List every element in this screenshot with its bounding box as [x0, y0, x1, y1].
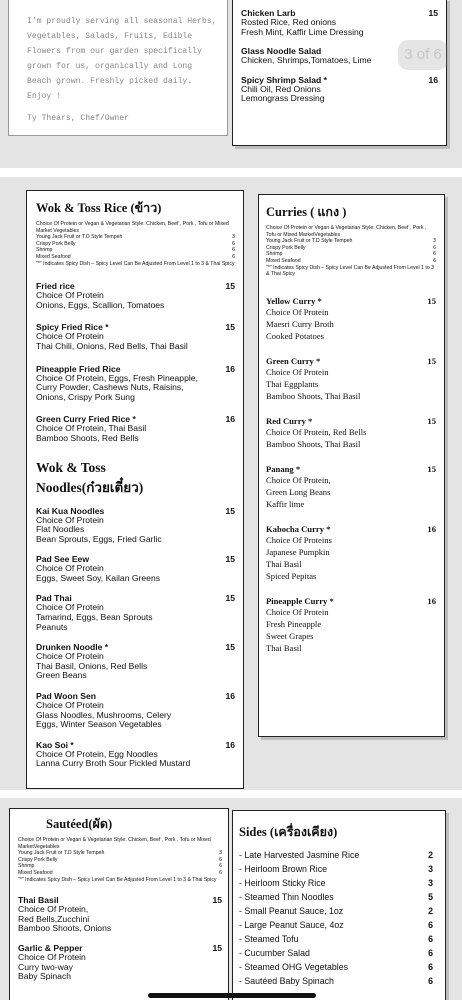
item-price: 15	[427, 415, 436, 426]
item-desc-line: Choice Of Proteins	[266, 534, 332, 545]
note-row-price: 6	[232, 253, 235, 260]
item-desc-line: Cooked Potatoes	[266, 330, 325, 341]
note-row-price: 3	[232, 234, 235, 241]
side-item-price: 6	[428, 934, 433, 944]
note-spicy: "*" Indicates Spicy Dish – Spicy Level Can Be Adjusted From Level 1 to 3 & Thai Spicy	[36, 260, 235, 267]
item-desc-line: Eggs, Sweet Soy, Kailan Greens	[36, 572, 161, 583]
note-row-label: Shrimp	[266, 251, 283, 258]
item-name: Green Curry Fried Rice *	[36, 414, 136, 425]
menu-item	[18, 895, 222, 934]
side-item	[239, 904, 439, 918]
wok-panel	[26, 190, 244, 789]
menu-item	[241, 8, 438, 37]
item-desc-line: Choice Of Protein	[36, 514, 104, 525]
item-desc-line: Lanna Curry Broth Sour Pickled Mustard	[36, 758, 191, 769]
item-name: Yellow Curry *	[266, 295, 322, 306]
item-desc-line: Curry two-way	[18, 961, 73, 972]
note-row-price: 3	[433, 238, 436, 245]
note-row-label: Shrimp	[36, 247, 53, 254]
item-price: 16	[225, 691, 235, 702]
menu-item	[266, 356, 436, 402]
item-desc-line: Glass Noodles, Mushrooms, Celery	[36, 709, 172, 720]
wok-noodles-title-line2: Noodles(ก๋วยเตี๋ยว)	[36, 479, 144, 495]
note-row-price: 6	[433, 257, 436, 264]
menu-item	[36, 414, 235, 443]
menu-item	[266, 464, 436, 510]
side-item-label: - Steamed Tofu	[239, 934, 299, 944]
note-row-label: Mixed Seafood	[18, 869, 53, 876]
item-name: Kai Kua Noodles	[36, 505, 105, 516]
item-desc-line: Choice Of Protein	[266, 606, 329, 617]
item-name: Kao Soi *	[36, 739, 74, 750]
item-desc-line: Kaffir lime	[266, 498, 305, 509]
item-name: Green Curry *	[266, 355, 321, 366]
item-desc-line: Peanuts	[36, 621, 68, 632]
side-item-price: 6	[428, 948, 433, 958]
note-intro: Choice Of Protein or Vegan & Vegetarian Style: Chicken, Beef , Pork , Tofu or Mixed Market Vegetables	[36, 221, 229, 234]
item-desc-line: Thai Basil	[266, 642, 302, 653]
wok-rice-title: Wok & Toss Rice (ข้าว)	[36, 201, 162, 215]
item-desc-line: Green Beans	[36, 670, 87, 681]
side-item-price: 3	[428, 864, 433, 874]
item-price: 15	[212, 942, 222, 953]
item-desc-line: Sweet Grapes	[266, 630, 314, 641]
item-desc-line: Bean Sprouts, Eggs, Fried Garlic	[36, 533, 162, 544]
sauteed-panel	[9, 808, 229, 1000]
note-row-label: Young Jack Fruit or T.D Style Tempeh	[36, 234, 123, 241]
note-row	[18, 870, 222, 877]
side-item-price: 5	[428, 892, 433, 902]
side-item-label: - Cucumber Salad	[239, 948, 310, 958]
item-desc-line: Bamboo Shoots, Thai Basil	[266, 438, 361, 449]
note-row-price: 6	[433, 244, 436, 251]
item-desc-line: Spiced Pepitas	[266, 570, 317, 581]
note-row	[266, 251, 436, 258]
menu-item	[36, 740, 235, 769]
item-desc-line: Onions, Eggs, Scallion, Tomatoes	[36, 299, 165, 310]
note-row-label: Mixed Seafood	[266, 257, 301, 264]
menu-item	[36, 506, 235, 545]
item-name: Glass Noodle Salad	[241, 46, 322, 57]
item-name: Spicy Fried Rice *	[36, 322, 109, 333]
curries-note	[266, 225, 436, 278]
note-row-price: 6	[433, 251, 436, 258]
item-desc-line: Choice Of Protein, Red Bells	[266, 426, 367, 437]
item-price: 16	[428, 74, 438, 85]
side-item-price: 6	[428, 962, 433, 972]
item-desc-line: Choice Of Protein,	[266, 474, 331, 485]
item-desc-line: Choice Of Protein,	[18, 904, 89, 915]
side-item	[239, 946, 439, 960]
item-name: Chicken Larb	[241, 8, 296, 18]
note-row-label: Crispy Pork Belly	[36, 240, 76, 247]
item-name: Pineapple Curry *	[266, 595, 334, 606]
item-desc-line: Japanese Pumpkin	[266, 546, 330, 557]
item-price: 15	[225, 593, 235, 604]
item-desc-line: Choice Of Protein	[18, 951, 86, 962]
sides-panel	[232, 810, 446, 1000]
item-price: 15	[212, 895, 222, 906]
note-row	[36, 254, 235, 261]
side-item-label: - Heirloom Sticky Rice	[239, 878, 326, 888]
item-name: Pad See Eew	[36, 554, 90, 565]
note-row-price: 6	[232, 247, 235, 254]
intro-text: I'm proudly serving all seasonal Herbs, Vegetables, Salads, Fruits, Edible Flowers from our garden specifically grown for us, organically and Long Beach grown. Freshly picked daily. Enjoy !	[27, 17, 217, 101]
note-spicy: "*" Indicates Spicy Dish – Spicy Level Can Be Adjusted From Level 1 to 3 & Thai Spicy	[18, 876, 217, 883]
side-item-price: 3	[428, 878, 433, 888]
sauteed-note	[18, 837, 222, 883]
item-desc-line: Chili Oil, Red Onions	[241, 83, 321, 94]
side-item	[239, 918, 439, 932]
item-name: Pad Thai	[36, 593, 72, 604]
item-name: Panang *	[266, 463, 301, 474]
note-row-price: 6	[219, 869, 222, 876]
item-name: Drunken Noodle *	[36, 642, 109, 653]
menu-item	[18, 943, 222, 982]
item-name: Kabocha Curry *	[266, 523, 331, 534]
item-desc-line: Thai Basil, Onions, Red Bells	[36, 660, 148, 671]
note-row-label: Crispy Pork Belly	[18, 856, 58, 863]
item-desc-line: Choice Of Protein, Eggs, Fresh Pineapple,	[36, 372, 198, 383]
item-desc-line: Choice Of Protein, Egg Noodles	[36, 748, 158, 759]
item-price: 16	[427, 595, 436, 606]
note-row	[266, 245, 436, 252]
note-row	[18, 850, 222, 857]
sauteed-items	[18, 895, 222, 982]
side-item	[239, 974, 439, 988]
item-price: 15	[225, 642, 235, 653]
item-price: 16	[225, 739, 235, 750]
item-price: 15	[427, 295, 436, 306]
menu-item	[36, 691, 235, 730]
note-row	[266, 258, 436, 265]
wok-noodles-title-line1: Wok & Toss	[36, 459, 106, 475]
note-row-label: Crispy Pork Belly	[266, 244, 306, 251]
sides-title: Sides (เครื่องเคียง)	[239, 825, 338, 839]
menu-item	[266, 524, 436, 582]
intro-card	[8, 0, 228, 136]
menu-item	[36, 554, 235, 583]
item-desc-line: Onions, Crispy Pork Sung	[36, 391, 135, 402]
side-item-label: - Late Harvested Jasmine Rice	[239, 850, 360, 860]
note-row-price: 6	[219, 856, 222, 863]
side-item-label: - Sautéed Baby Spinach	[239, 976, 334, 986]
item-price: 15	[428, 8, 438, 18]
item-desc-line: Red Bells,Zucchini	[18, 913, 90, 924]
note-intro: Choice Of Protein or Vegan & Vegetarian Style: Chicken, Beef , Pork , Tofu or Mixed MarketVegetables	[18, 837, 211, 850]
item-desc-line: Choice Of Protein	[36, 331, 104, 342]
item-price: 16	[225, 363, 235, 374]
sauteed-title: Sautéed(ผัด)	[46, 817, 113, 831]
wok-rice-items	[36, 281, 235, 443]
item-desc-line: Thai Basil	[266, 558, 302, 569]
item-desc-line: Fresh Pineapple	[266, 618, 322, 629]
item-desc-line: Bamboo Shoots, Red Bells	[36, 432, 139, 443]
item-price: 15	[225, 322, 235, 333]
item-desc-line: Choice Of Protein	[36, 651, 104, 662]
item-price: 15	[225, 281, 235, 292]
side-item-price: 6	[428, 920, 433, 930]
item-price: 15	[427, 463, 436, 474]
wok-rice-note	[36, 221, 235, 267]
item-desc-line: Choice Of Protein, Thai Basil	[36, 423, 147, 434]
item-desc-line: Choice Of Protein	[266, 366, 329, 377]
item-desc-line: Curry Powder, Cashews Nuts, Raisins,	[36, 382, 184, 393]
menu-item	[36, 322, 235, 351]
side-item-price: 2	[428, 850, 433, 860]
side-item	[239, 876, 439, 890]
side-item-label: - Heirloom Brown Rice	[239, 864, 327, 874]
page-indicator: 3 of 6	[398, 40, 448, 70]
item-price: 15	[427, 355, 436, 366]
item-desc-line: Flat Noodles	[36, 524, 85, 535]
item-desc-line: Green Long Beans	[266, 486, 331, 497]
note-row	[36, 247, 235, 254]
item-desc-line: Eggs, Winter Season Vegetables	[36, 719, 162, 730]
note-row-label: Young Jack Fruit or T.D Style Tempeh	[18, 850, 105, 857]
side-item	[239, 848, 439, 862]
item-price: 16	[225, 414, 235, 425]
side-item-label: - Small Peanut Sauce, 1oz	[239, 906, 344, 916]
side-item-price: 2	[428, 906, 433, 916]
item-name: Pineapple Fried Rice	[36, 363, 121, 374]
menu-item	[266, 596, 436, 654]
menu-item	[241, 75, 438, 104]
note-row-label: Shrimp	[18, 863, 35, 870]
side-item	[239, 960, 439, 974]
item-desc-line: Fresh Mint, Kaffir Lime Dressing	[241, 26, 364, 37]
item-desc-line: Choice Of Protein	[36, 602, 104, 613]
item-desc-line: Choice Of Protein	[36, 290, 104, 301]
note-row-price: 6	[232, 240, 235, 247]
menu-item	[36, 593, 235, 632]
item-desc-line: Thai Eggplants	[266, 378, 319, 389]
item-name: Spicy Shrimp Salad *	[241, 74, 327, 85]
note-spicy: "*" Indicates Spicy Dish – Spicy Level Can Be Adjusted From Level 1 to 3 & Thai Spicy	[266, 264, 435, 278]
side-item	[239, 862, 439, 876]
item-price: 16	[427, 523, 436, 534]
item-name: Garlic & Pepper	[18, 942, 83, 953]
curry-items	[266, 296, 436, 654]
wok-noodles-title	[36, 458, 235, 498]
item-desc-line: Thai Chili, Onions, Red Bells, Thai Basil	[36, 340, 188, 351]
side-item-label: - Steamed OHG Vegetables	[239, 962, 349, 972]
menu-item	[36, 642, 235, 681]
note-row-label: Young Jack Fruit or T.D Style Tempeh	[266, 238, 353, 245]
wok-noodle-items	[36, 506, 235, 770]
note-row	[18, 863, 222, 870]
side-item-price: 6	[428, 976, 433, 986]
item-desc-line: Rosted Rice, Red onions	[241, 17, 337, 27]
note-row-label: Mixed Seafood	[36, 253, 71, 260]
side-item	[239, 890, 439, 904]
item-desc-line: Tamarind, Eggs, Bean Sprouts	[36, 612, 153, 623]
home-indicator[interactable]	[148, 993, 316, 998]
menu-item	[36, 281, 235, 310]
item-desc-line: Lemongrass Dressing	[241, 93, 325, 104]
note-row	[36, 234, 235, 241]
item-desc-line: Choice Of Protein	[36, 563, 104, 574]
item-desc-line: Bamboo Shoots, Onions	[18, 923, 112, 934]
item-price: 15	[225, 505, 235, 516]
side-item-label: - Steamed Thin Noodles	[239, 892, 334, 902]
note-row	[18, 857, 222, 864]
item-name: Red Curry *	[266, 415, 313, 426]
note-row	[36, 241, 235, 248]
menu-item	[266, 296, 436, 342]
note-row	[266, 238, 436, 245]
item-desc-line: Maesri Curry Broth	[266, 318, 334, 329]
curries-title: Curries ( แกง )	[266, 205, 347, 219]
curries-panel	[258, 194, 445, 737]
note-row-price: 3	[219, 850, 222, 857]
item-desc-line: Choice Of Protein	[266, 306, 329, 317]
side-items	[239, 848, 439, 988]
item-desc-line: Baby Spinach	[18, 971, 72, 982]
item-name: Pad Woon Sen	[36, 691, 97, 702]
menu-item	[36, 364, 235, 403]
item-name: Thai Basil	[18, 895, 59, 906]
chef-signature: Ty Thears, Chef/Owner	[27, 114, 129, 123]
note-intro: Choice Of Protein or Vegan & Vegetarian Style: Chicken, Beef , Pork , Tofu or Mixed MarketVegetables	[266, 225, 427, 238]
item-desc-line: Bamboo Shoots, Thai Basil	[266, 390, 361, 401]
side-item	[239, 932, 439, 946]
note-row-price: 6	[219, 863, 222, 870]
menu-item	[266, 416, 436, 450]
item-price: 15	[225, 554, 235, 565]
item-desc-line: Choice Of Protein	[36, 700, 104, 711]
salads-panel	[232, 0, 447, 146]
item-desc-line: Chicken, Shrimps,Tomatoes, Lime	[241, 55, 372, 66]
side-item-label: - Large Peanut Sauce, 4oz	[239, 920, 344, 930]
item-name: Fried rice	[36, 281, 75, 292]
